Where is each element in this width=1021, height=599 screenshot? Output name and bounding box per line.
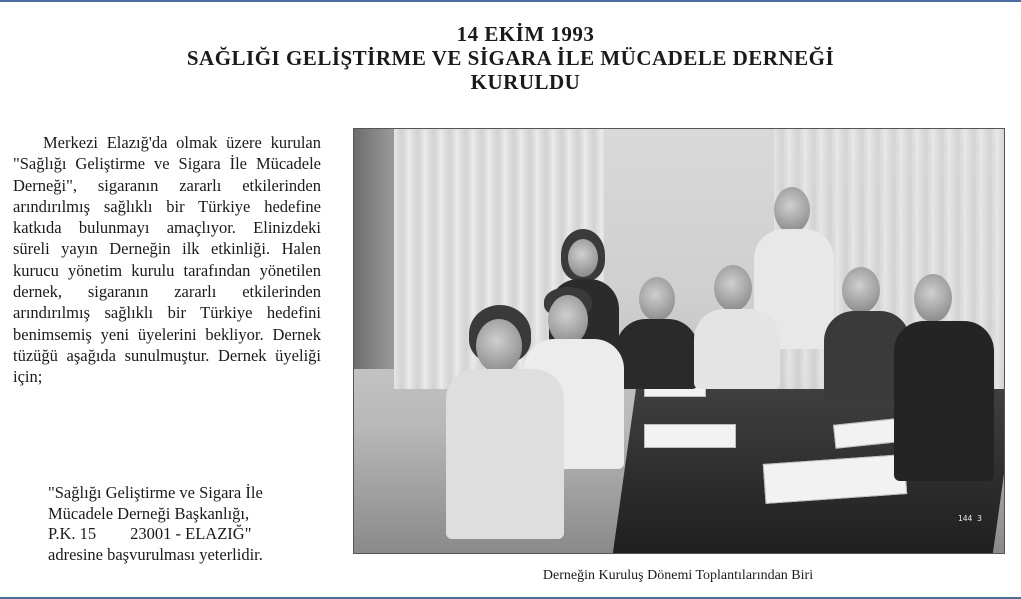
address-line: "Sağlığı Geliştirme ve Sigara İle <box>48 483 263 502</box>
meeting-photo <box>353 128 1005 554</box>
photo-figure-head <box>774 187 810 233</box>
photo-figure-torso <box>694 309 780 389</box>
photo-figure-head <box>639 277 675 321</box>
article-header <box>0 22 1021 94</box>
photo-figure-head <box>914 274 952 322</box>
address-po-box: P.K. 15 <box>48 524 97 543</box>
address-line: Mücadele Derneği Başkanlığı, <box>48 503 250 523</box>
photo-window <box>354 129 394 369</box>
article-body: Merkezi Elazığ'da olmak üzere kurulan "Sağlığı Geliştirme ve Sigara İle Mücadele Derneği", sigaranın zararlı etkilerinden arındırılmış sağlıklı bir Türkiye hedefine katkıda bulunmayı amaçlıyor. Elinizdeki süreli yayın Derneğin ilk etkinliği. Halen kurucu yönetim kurulu tarafından yönetilen dernek, sigaranın zararlı etkilerinden arındırılmış sağlıklı bir Türkiye hedefini benimsemiş yeni üyelerini bekliyor. Dernek tüzüğü aşağıda sunulmuştur. Dernek üyeliği için; <box>13 133 321 387</box>
photo-figure-head <box>568 239 598 277</box>
top-border <box>0 0 1021 2</box>
photo-figure-head <box>714 265 752 311</box>
photo-figure-torso <box>446 369 564 539</box>
address-line: adresine başvurulması yeterlidir. <box>48 544 263 564</box>
article-title-continued: KURULDU <box>470 70 581 94</box>
address-block <box>48 483 338 565</box>
photo-figure-head <box>842 267 880 313</box>
photo-figure-torso <box>894 321 994 481</box>
article-title: SAĞLIĞI GELİŞTİRME VE SİGARA İLE MÜCADELE DERNEĞİ <box>186 46 835 70</box>
photo-caption: Derneğin Kuruluş Dönemi Toplantılarından Biri <box>542 568 814 583</box>
address-postal-code: 23001 - ELAZIĞ" <box>130 524 252 543</box>
article-date: 14 EKİM 1993 <box>456 22 595 46</box>
address-pk-line <box>48 524 338 545</box>
photo-figure-torso <box>616 319 698 389</box>
photo-stamp: 144 3 <box>957 514 982 523</box>
photo-figure-head <box>548 295 588 345</box>
photo-figure-head <box>476 319 522 373</box>
photo-paper <box>644 424 736 448</box>
